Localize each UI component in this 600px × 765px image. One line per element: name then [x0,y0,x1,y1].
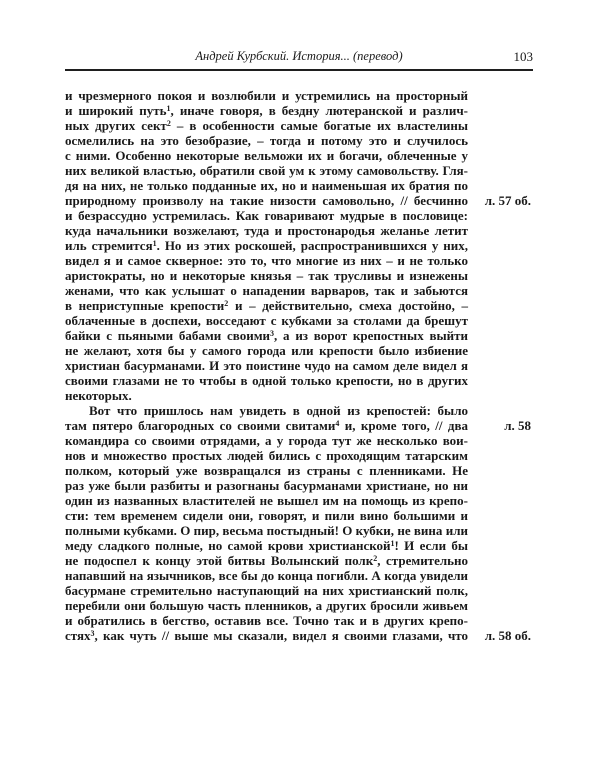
text-line: куда начальники возжелают, туда и простонародья желанье летит [65,223,468,238]
page-number: 103 [513,49,533,64]
text-line: не желают, хотя бы у самого города или крепости было избиение [65,343,468,358]
text-line: и обратились в бегство, оставив все. Точно так и в других крепо- [65,613,468,628]
text-line: один из названных властителей не вышел им на помощь из крепо- [65,493,468,508]
text-line: сти: тем временем сидели они, говорят, и пили вино большими и [65,508,468,523]
text-line: них великой властью, обратили свой ум к этому самовольству. Гля- [65,163,468,178]
text-line: видел я и самое скверное: это то, что многие из них – и не только [65,253,468,268]
text-line: природному произволу на такие низости самовольно, // бесчинно л. 57 об. [65,193,531,208]
text-line: там пятеро благородных со своими свитами$^4$ и, кроме того, // два л. 58 [65,418,531,433]
folio-margin-note: л. 58 [504,418,531,433]
text-line: дя на них, не только подданные их, но и наименьшая их братия по [65,178,468,193]
text-line: христиан басурманами. И это поистине чудо на самом деле видел я [65,358,468,373]
folio-margin-note: л. 58 об. [484,628,531,643]
text-line: басурмане стремительно наступающий на них христианский полк, [65,583,468,598]
text-line: осмелились на это безобразие, – тогда и потому это и случилось [65,133,468,148]
text-line: своими глазами не то чтобы в одной только крепости, но в других [65,373,468,388]
text-line: ных других сект$^2$ – в особенности самые богатые их властелины [65,118,468,133]
text-line: и безрассудно устремилась. Как говаривают мудрые в пословице: [65,208,468,223]
text-line: полными кубками. О пир, весьма постыдный! О кубки, не вина или [65,523,468,538]
text-line: и чрезмерного покоя и возлюбили и устремились на просторный [65,88,468,103]
text-line: не подоспел к концу этой битвы Волынский полк$^2$, стремительно [65,553,468,568]
text-body [65,88,531,643]
text-line: иль стремится$^1$. Но из этих роскошей, распространившихся у них, [65,238,469,253]
folio-margin-note: л. 57 об. [484,193,531,208]
header-rule [65,69,533,71]
text-line: аристократы, но и некоторые князья – так трусливы и изнежены [65,268,468,283]
text-line: нов и множество простых людей бились с проходящим татарским [65,448,468,463]
text-line: в неприступные крепости$^2$ и – действительно, смеха достойно, – [65,298,468,313]
text-line: байки с пьяными бабами своими$^3$, а из ворот крепостных выйти [65,328,468,343]
text-line: перебили они большую часть пленников, а других бросили живьем [65,598,468,613]
text-line: напавший на язычников, все бы до конца погибли. А когда увидели [65,568,468,583]
text-line: раз уже были разбиты и разогнаны басурманами христиане, но ни [65,478,468,493]
text-line: и широкий путь$^1$, иначе говоря, в бездну лютеранской и различ- [65,103,468,118]
text-line: меду сладкого полные, но самой крови христианской$^1$! И если бы [65,538,469,553]
text-line: с ними. Особенно некоторые вельможи их и богачи, облеченные у [65,148,468,163]
running-head-title: Андрей Курбский. История... (перевод) [195,49,403,63]
text-line: облаченные в доспехи, восседают с кубками за столами да брешут [65,313,468,328]
running-head [65,0,533,80]
text-line: Вот что пришлось нам увидеть в одной из крепостей: было [89,403,468,418]
text-line: командира со своими отрядами, а у города тут же несколько вои- [65,433,468,448]
text-line: полком, который уже возвращался из страны с пленниками. Не [65,463,468,478]
text-line: стях$^3$, как чуть // выше мы сказали, видел я своими глазами, что л. 58 об. [65,628,531,643]
text-line: женами, что как услышат о нападении варваров, так и забьются [65,283,468,298]
text-line: некоторых. [65,388,132,403]
